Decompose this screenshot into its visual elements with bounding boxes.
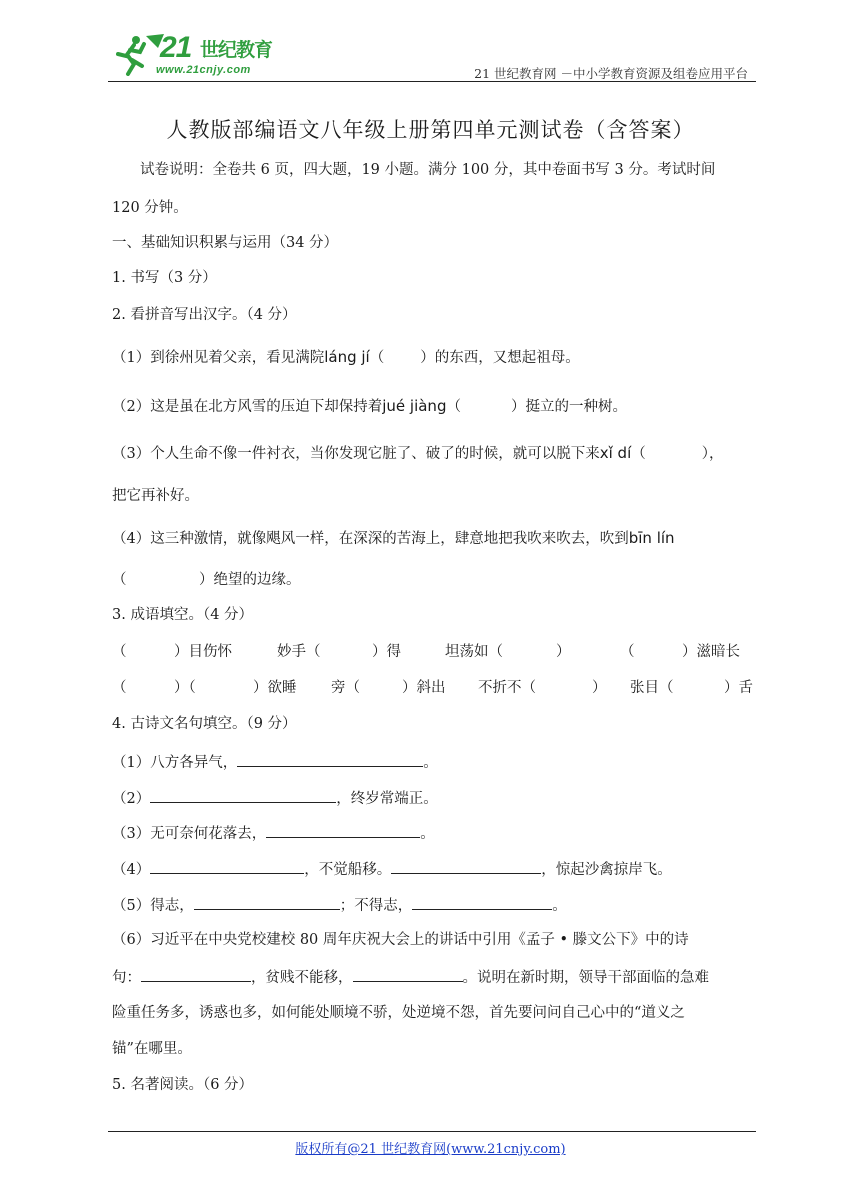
question-2-item-4-cont: （ ）绝望的边缘。 bbox=[112, 572, 301, 588]
question-4-heading: 4. 古诗文名句填空。（9 分） bbox=[112, 716, 297, 732]
q2-4-pinyin: bīn lín bbox=[628, 529, 675, 547]
idiom-part: ） bbox=[592, 680, 607, 696]
idiom-part: 妙手（ bbox=[277, 644, 321, 660]
q2-2-tail: ）挺立的一种树。 bbox=[510, 399, 627, 415]
q4-4-text: （4） bbox=[112, 862, 151, 878]
q2-1-tail: ）的东西，又想起祖母。 bbox=[420, 350, 580, 366]
answer-blank[interactable] bbox=[150, 787, 336, 803]
q2-4-text: （4）这三种激情，就像飓风一样，在深深的苦海上，肆意地把我吹来吹去，吹到 bbox=[112, 531, 629, 547]
question-4-item-1 bbox=[112, 751, 438, 773]
idiom-part: 张目（ bbox=[630, 680, 674, 696]
q4-6-mid: ，贫贱不能移， bbox=[251, 970, 353, 986]
idiom-part: ）欲睡 bbox=[253, 680, 297, 696]
q2-1-pinyin: láng jí bbox=[324, 348, 370, 366]
answer-blank[interactable] bbox=[353, 966, 463, 982]
question-4-item-4 bbox=[112, 858, 672, 880]
question-2-heading: 2. 看拼音写出汉字。（4 分） bbox=[112, 307, 297, 323]
q4-1-tail: 。 bbox=[423, 755, 438, 771]
question-2-item-3-cont: 把它再补好。 bbox=[112, 488, 199, 504]
question-3-heading: 3. 成语填空。（4 分） bbox=[112, 607, 254, 623]
page-title: 人教版部编语文八年级上册第四单元测试卷（含答案） bbox=[166, 118, 695, 142]
page-header bbox=[108, 30, 756, 82]
q2-2-text: （2）这是虽在北方风雪的压迫下却保持着 bbox=[112, 399, 383, 415]
logo-url: www.21cnjy.com bbox=[156, 64, 251, 76]
question-2-item-4 bbox=[112, 528, 675, 549]
q4-1-text: （1）八方各异气， bbox=[112, 755, 238, 771]
question-4-item-2 bbox=[112, 787, 438, 809]
q4-4-mid: ，不觉船移。 bbox=[304, 862, 392, 878]
idiom-part: ）得 bbox=[372, 644, 401, 660]
footer-divider bbox=[108, 1131, 756, 1132]
question-2-item-2 bbox=[112, 396, 627, 417]
answer-blank[interactable] bbox=[141, 966, 251, 982]
question-2-item-1 bbox=[112, 347, 580, 368]
question-4-item-6-line-4: 锚”在哪里。 bbox=[112, 1041, 192, 1057]
idiom-part: ）目伤怀 bbox=[174, 644, 232, 660]
idiom-part: ）（ bbox=[174, 680, 196, 696]
q2-2-pinyin: jué jiàng bbox=[382, 397, 447, 415]
q4-3-text: （3）无可奈何花落去， bbox=[112, 826, 267, 842]
idiom-part: ） bbox=[556, 644, 571, 660]
q2-1-open: （ bbox=[369, 350, 385, 366]
q2-2-open: （ bbox=[446, 399, 461, 415]
copyright-link[interactable]: 版权所有@21 世纪教育网(www.21cnjy.com) bbox=[295, 1142, 566, 1157]
q4-5-text: （5）得志， bbox=[112, 898, 194, 914]
question-4-item-3 bbox=[112, 822, 435, 844]
idiom-part: （ bbox=[620, 644, 635, 660]
q2-3-open: （ bbox=[631, 446, 646, 462]
idiom-part: 坦荡如（ bbox=[445, 644, 503, 660]
idiom-part: ）滋暗长 bbox=[682, 644, 740, 660]
idiom-part: 不折不（ bbox=[478, 680, 536, 696]
answer-blank[interactable] bbox=[412, 894, 552, 910]
intro-line-2: 120 分钟。 bbox=[112, 200, 188, 216]
intro-line-1: 试卷说明：全卷共 6 页，四大题，19 小题。满分 100 分，其中卷面书写 3 分。考试时间 bbox=[140, 162, 716, 178]
idiom-part: 旁（ bbox=[331, 680, 360, 696]
question-4-item-6-line-1: （6）习近平在中央党校建校 80 周年庆祝大会上的讲话中引用《孟子 • 滕文公下》中的诗 bbox=[112, 932, 689, 948]
idiom-part: （ bbox=[112, 644, 127, 660]
q2-1-text: （1）到徐州见着父亲，看见满院 bbox=[112, 350, 325, 366]
idiom-part: ）斜出 bbox=[402, 680, 446, 696]
answer-blank[interactable] bbox=[237, 751, 423, 767]
question-5-heading: 5. 名著阅读。（6 分） bbox=[112, 1077, 254, 1093]
question-4-item-5 bbox=[112, 894, 567, 916]
q4-5-tail: 。 bbox=[552, 898, 567, 914]
q2-3-text: （3）个人生命不像一件衬衣，当你发现它脏了、破了的时候，就可以脱下来 bbox=[112, 446, 600, 462]
idiom-part: （ bbox=[112, 680, 127, 696]
site-logo bbox=[108, 30, 288, 80]
q4-6-tail: 。说明在新时期，领导干部面临的急难 bbox=[462, 970, 709, 986]
header-divider bbox=[108, 81, 756, 82]
q4-3-tail: 。 bbox=[420, 826, 435, 842]
question-2-item-3 bbox=[112, 443, 724, 464]
logo-number: 21 bbox=[160, 31, 192, 64]
q2-3-tail: ）， bbox=[701, 446, 724, 462]
answer-blank[interactable] bbox=[391, 858, 541, 874]
site-slogan: 21 世纪教育网 －中小学教育资源及组卷应用平台 bbox=[474, 66, 748, 81]
answer-blank[interactable] bbox=[194, 894, 340, 910]
answer-blank[interactable] bbox=[150, 858, 304, 874]
question-4-item-6-line-2 bbox=[112, 966, 709, 988]
question-4-item-6-line-3: 险重任务多，诱惑也多，如何能处顺境不骄，处逆境不怨，首先要问问自己心中的“道义之 bbox=[112, 1005, 685, 1021]
q4-2-tail: ，终岁常端正。 bbox=[336, 791, 438, 807]
section-heading-1: 一、基础知识积累与运用（34 分） bbox=[112, 235, 339, 251]
q4-2-text: （2） bbox=[112, 791, 151, 807]
answer-blank[interactable] bbox=[266, 822, 420, 838]
idiom-part: ）舌 bbox=[724, 680, 753, 696]
q2-3-pinyin: xǐ dí bbox=[599, 444, 632, 462]
q4-4-tail: ，惊起沙禽掠岸飞。 bbox=[541, 862, 672, 878]
q4-5-mid: ；不得志， bbox=[339, 898, 413, 914]
q4-6-text: 句： bbox=[112, 970, 141, 986]
question-1: 1. 书写（3 分） bbox=[112, 270, 217, 286]
logo-text: 世纪教育 bbox=[200, 39, 273, 61]
